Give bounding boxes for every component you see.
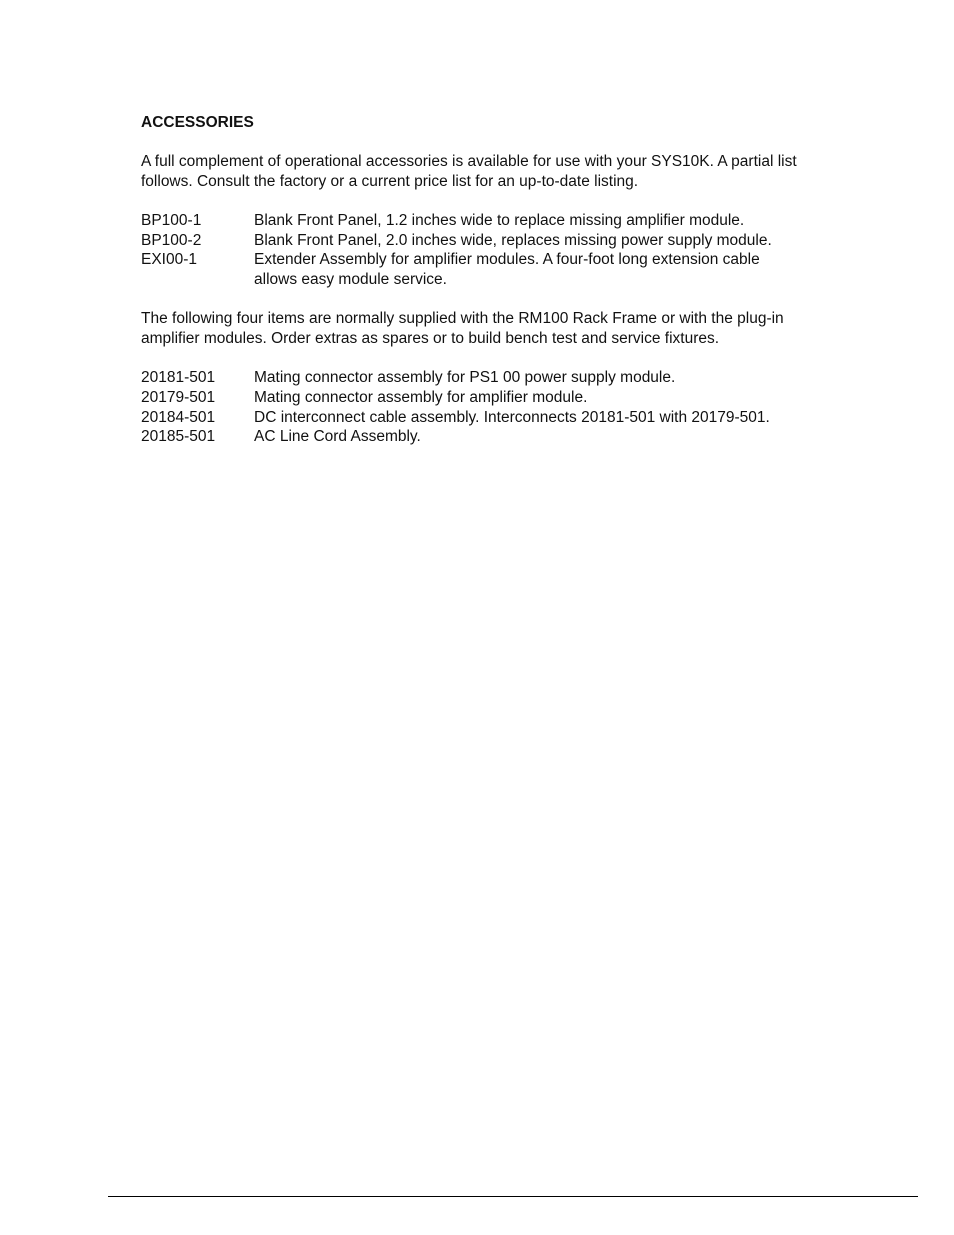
- part-number: 20179-501: [141, 388, 216, 406]
- supplied-items-list: [141, 368, 841, 447]
- list-item: [141, 211, 841, 231]
- part-description: Extender Assembly for amplifier modules. A four-foot long extension cable allows easy module service.: [254, 251, 760, 289]
- company-logo-icon: [726, 1202, 766, 1208]
- part-description: AC Line Cord Assembly.: [254, 428, 421, 446]
- supplied-note-paragraph: The following four items are normally supplied with the RM100 Rack Frame or with the plug-in amplifier modules. Order extras as spares or to build bench test and service fixtures.: [141, 310, 784, 347]
- intro-paragraph: A full complement of operational accessories is available for use with your SYS10K. A partial list follows. Consult the factory or a current price list for an up-to-date listing.: [141, 153, 797, 190]
- list-item: [141, 250, 841, 289]
- part-description: Blank Front Panel, 1.2 inches wide to replace missing amplifier module.: [254, 211, 745, 229]
- list-item: [141, 427, 841, 447]
- part-number: BP100-2: [141, 231, 202, 249]
- list-item: [141, 388, 841, 408]
- part-description: DC interconnect cable assembly. Interconnects 20181-501 with 20179-501.: [254, 408, 770, 426]
- accessories-list: [141, 211, 841, 290]
- section-heading: ACCESSORIES: [141, 114, 254, 131]
- part-description: Mating connector assembly for amplifier module.: [254, 388, 588, 406]
- part-number: 20184-501: [141, 408, 216, 426]
- part-description: Blank Front Panel, 2.0 inches wide, replaces missing power supply module.: [254, 231, 772, 249]
- page-content: [141, 113, 841, 466]
- list-item: [141, 408, 841, 428]
- part-number: BP100-1: [141, 211, 202, 229]
- footer-rule: [108, 1196, 918, 1197]
- list-item: [141, 368, 841, 388]
- part-description: Mating connector assembly for PS1 00 power supply module.: [254, 369, 676, 387]
- part-number: 20181-501: [141, 369, 216, 387]
- list-item: [141, 231, 841, 251]
- part-number: EXI00-1: [141, 251, 198, 269]
- part-number: 20185-501: [141, 428, 216, 446]
